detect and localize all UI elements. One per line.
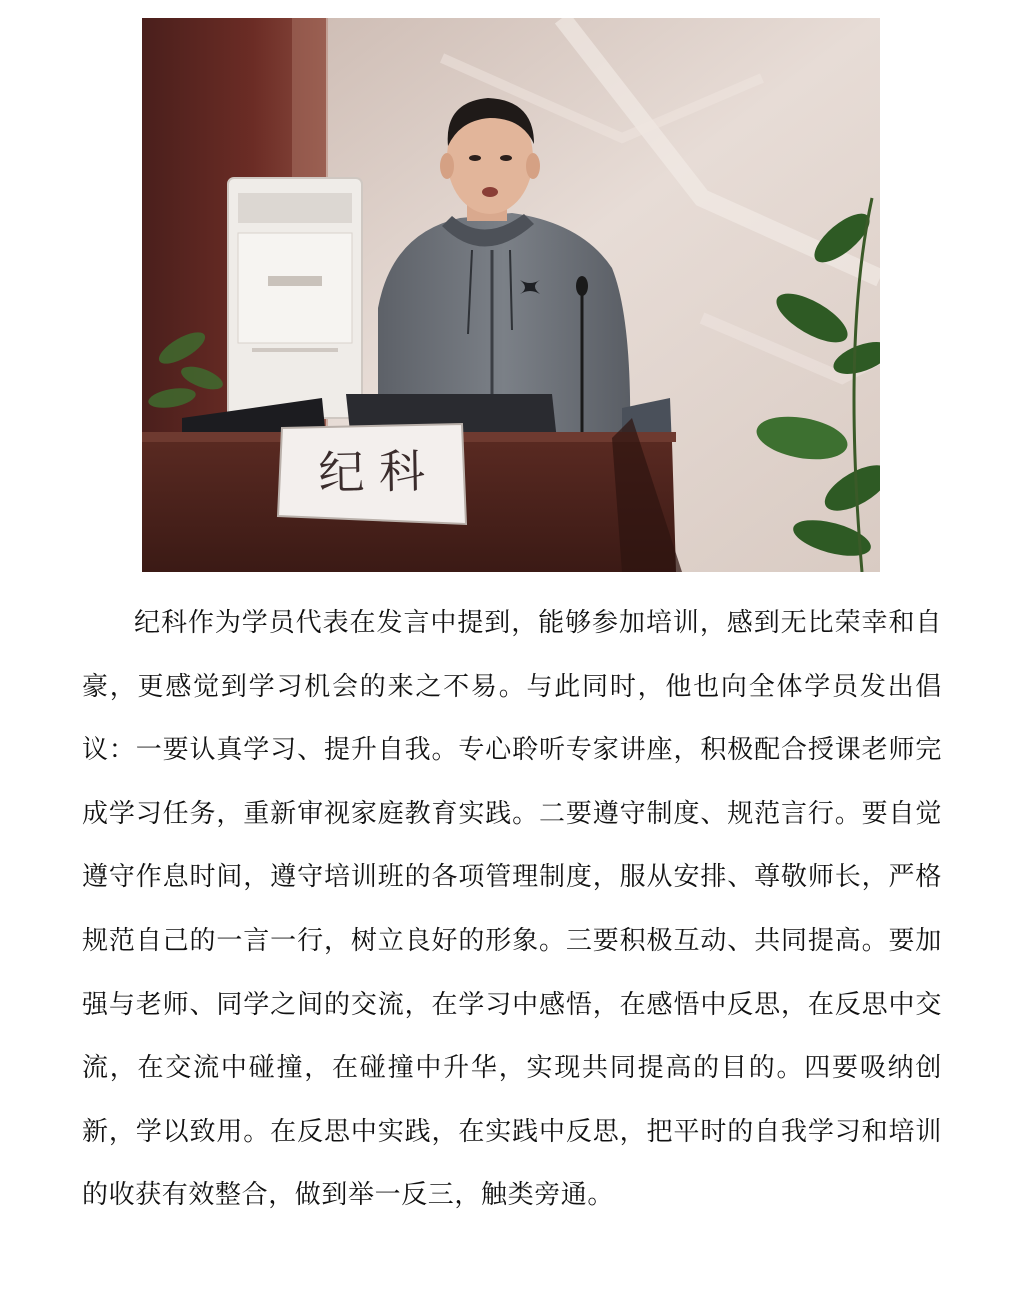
speaker-photo-illustration (142, 18, 880, 572)
nameplate-text: 纪 科 (317, 444, 426, 500)
speaker-photo (142, 18, 880, 572)
article-paragraph: 纪科作为学员代表在发言中提到，能够参加培训，感到无比荣幸和自豪，更感觉到学习机会的来之不易。与此同时，他也向全体学员发出倡议：一要认真学习、提升自我。专心聆听专家讲座，积极配合授课老师完成学习任务，重新审视家庭教育实践。二要遵守制度、规范言行。要自觉遵守作息时间，遵守培训班的各项管理制度，服从安排、尊敬师长，严格规范自己的一言一行，树立良好的形象。三要积极互动、共同提高。要加强与老师、同学之间的交流，在学习中感悟，在感悟中反思，在反思中交流，在交流中碰撞，在碰撞中升华，实现共同提高的目的。四要吸纳创新，学以致用。在反思中实践，在实践中反思，把平时的自我学习和培训的收获有效整合，做到举一反三，触类旁通。 (82, 608, 942, 1211)
